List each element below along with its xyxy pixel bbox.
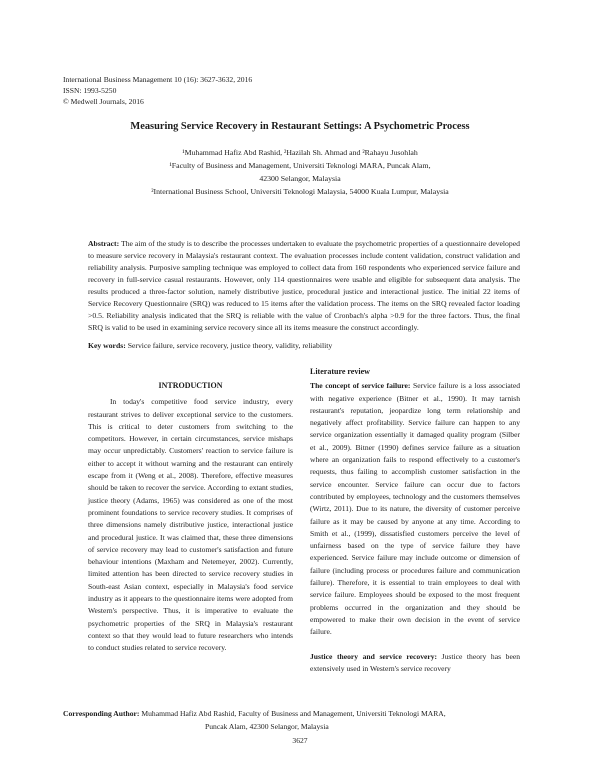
corresponding-author-line-1: Muhammad Hafiz Abd Rashid, Faculty of Business and Management, Universiti Teknologi MARA, <box>141 709 446 718</box>
corresponding-author-label: Corresponding Author: <box>63 709 140 718</box>
literature-review-heading: Literature review <box>310 367 370 376</box>
author-list: ¹Muhammad Hafiz Abd Rashid, ²Hazilah Sh. Ahmad and ²Rahayu Jusohlah <box>182 148 418 157</box>
paper-title: Measuring Service Recovery in Restaurant Settings: A Psychometric Process <box>130 121 470 132</box>
page-number: 3627 <box>292 736 308 745</box>
corresponding-author-line-2: Puncak Alam, 42300 Selangor, Malaysia <box>205 721 329 731</box>
abstract-block <box>88 238 520 334</box>
introduction-text: In today's competitive food service industry, every restaurant strives to deliver exceptional service to the customers. This is critical to deter customers from switching to the competitors. However, in certain circumstances, service mishaps may occur unpredictably. Customers' reaction to service failure is either to accept it without warning and the restaurant can entirely escape from it (Weng et al., 2008). Therefore, effective measures should be taken to recover the service. According to extant studies, justice theory (Adams, 1965) was considered as one of the most prominent foundations to service recovery studies. It comprises of three dimensions namely distributive justice, interactional justice and procedural justice. It was claimed that, these three dimensions of service recovery may lead to customer's satisfaction and future behaviour intentions (Maxham and Netemeyer, 2002). Currently, limited attention has been directed to service recovery studies in South-east Asian context, especially in Malaysia's food service industry as it appears to the questionnaire items were adopted from Western's perspective. Thus, it is imperative to evaluate the psychometric properties of the SRQ in Malaysia's restaurant context so that they would lead to future researchers who intends to conduct studies related to service recovery. <box>88 397 293 653</box>
journal-copyright: © Medwell Journals, 2016 <box>63 97 144 106</box>
affiliation-1-line-2: 42300 Selangor, Malaysia <box>259 174 341 183</box>
journal-issn: ISSN: 1993-5250 <box>63 86 117 95</box>
service-failure-subheading: The concept of service failure: <box>310 381 411 391</box>
keywords-block <box>88 340 332 352</box>
service-failure-paragraph <box>310 380 520 638</box>
affiliation-2: ²International Business School, Universiti Teknologi Malaysia, 54000 Kuala Lumpur, Malaysia <box>151 187 449 196</box>
journal-citation: International Business Management 10 (16): 3627-3632, 2016 <box>63 75 253 84</box>
justice-theory-text: Justice theory has been extensively used in Western's service recovery <box>310 651 520 673</box>
left-column <box>88 380 293 655</box>
affiliation-1-line-1: ¹Faculty of Business and Management, Universiti Teknologi MARA, Puncak Alam, <box>169 161 431 170</box>
abstract-text: The aim of the study is to describe the processes undertaken to evaluate the psychometric properties of a questionnaire developed to measure service recovery in Malaysia's restaurant context. The evaluation processes include content validation, construct validation and reliability analysis. Purposive sampling technique was employed to collect data from 160 respondents who experienced service failure and recovery in full-service casual restaurants. However, only 114 questionnaires were usable and eligible for subsequent data analysis. The results produced a three-factor solution, namely distributive justice, procedural justice and interactional justice. The initial 22 items of Service Recovery Questionnaire (SRQ) was reduced to 15 items after the validation process. The items on the SRQ revealed factor loading >0.5. Reliability analysis indicated that the SRQ is reliable with the value of Cronbach's alpha >0.9 for the three factors. Thus, the final SRQ is valid to be used in examining service recovery since all its items measure the construct accordingly. <box>88 239 520 332</box>
justice-theory-paragraph <box>310 651 520 676</box>
abstract-label: Abstract: <box>88 239 120 248</box>
right-column <box>310 366 520 675</box>
introduction-heading: INTRODUCTION <box>158 381 223 390</box>
justice-theory-subheading: Justice theory and service recovery: <box>310 651 438 661</box>
keywords-text: Service failure, service recovery, justice theory, validity, reliability <box>127 341 333 350</box>
service-failure-text: Service failure is a loss associated with negative experience (Bitner et al., 1990). It may tarnish restaurant's reputation, jeopardize long term relationship and negatively affect profitability. Service failure can happen to any service organization essentially it damaged quality program (Silber et al., 2009). Bitner (1990) defines service failure as a situation where an organization fails to respond effectively to a customer's requests, thus failing to accomplish customer satisfaction in the service encounter. Service failure can occur due to factors contributed by employees, technology and the customers themselves (Wirtz, 2011). Due to its nature, the diversity of customer perceive failure as it may be caused by anyone at any time. According to Smith et al., (1999), dissatisfied customers perceive the level of unfairness based on the type of service failure they have experienced. Service failure may include outcome or dimension of failure (including process or procedures failure and communication failure). Therefore, it is essential to train employees to deal with service failure. Employees should be exposed to the most frequent problems occurred in the organization and they should be empowered to make their own decision in the event of service failure. <box>310 381 520 637</box>
keywords-label: Key words: <box>88 341 126 350</box>
corresponding-author <box>63 708 533 733</box>
